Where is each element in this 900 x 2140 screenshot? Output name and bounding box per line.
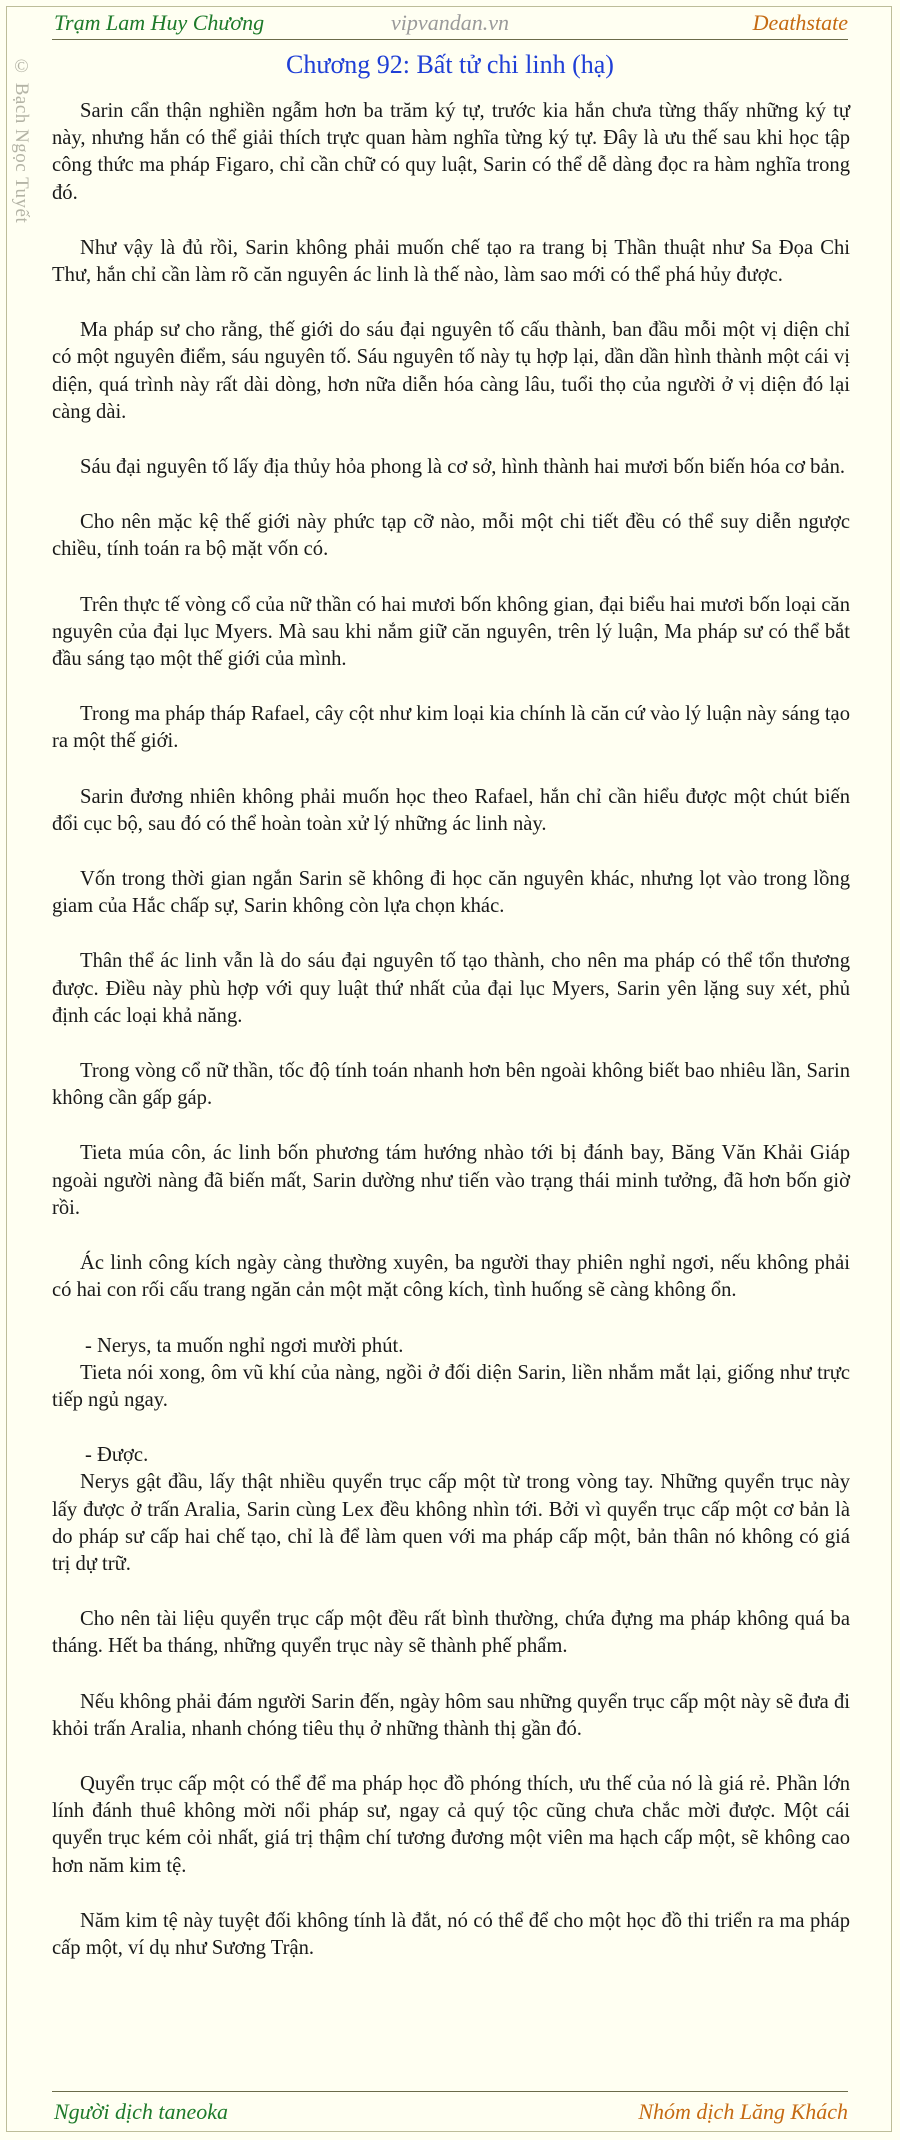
chapter-body: [52, 98, 850, 1990]
page-header: [52, 8, 848, 42]
author-name: Deathstate: [752, 10, 848, 35]
paragraph: Nếu không phải đám người Sarin đến, ngày hôm sau những quyển trục cấp một này sẽ đưa đi khỏi trấn Aralia, nhanh chóng tiêu thụ ở những thành thị gần đó.: [52, 1690, 850, 1740]
footer-divider: [52, 2091, 848, 2092]
group-credit: Nhóm dịch Lăng Khách: [638, 2099, 848, 2124]
paragraph: Sáu đại nguyên tố lấy địa thủy hỏa phong là cơ sở, hình thành hai mươi bốn biến hóa cơ bản.: [80, 456, 846, 479]
paragraph: Trên thực tế vòng cổ của nữ thần có hai mươi bốn không gian, đại biểu hai mươi bốn loại căn nguyên của đại lục Myers. Mà sau khi nắm giữ căn nguyên, trên lý luận, Ma pháp sư có thể bắt đầu sáng tạo một thế giới của mình.: [52, 593, 850, 671]
paragraph: Tieta nói xong, ôm vũ khí của nàng, ngồi ở đối diện Sarin, liền nhắm mắt lại, giống như trực tiếp ngủ ngay.: [52, 1361, 850, 1411]
paragraph: Ác linh công kích ngày càng thường xuyên, ba người thay phiên nghỉ ngơi, nếu không phải có hai con rối cấu trang ngăn cản một mặt công kích, tình huống sẽ càng không ổn.: [52, 1252, 850, 1302]
paragraph: Vốn trong thời gian ngắn Sarin sẽ không đi học căn nguyên khác, nhưng lọt vào trong lồng giam của Hắc chấp sự, Sarin không còn lựa chọn khác.: [52, 868, 850, 918]
paragraph: Như vậy là đủ rồi, Sarin không phải muốn chế tạo ra trang bị Thần thuật như Sa Đọa Chi Thư, hắn chỉ cần làm rõ căn nguyên ác linh là thế nào, làm sao mới có thể phá hủy được.: [52, 236, 850, 287]
paragraph: Năm kim tệ này tuyệt đối không tính là đắt, nó có thể để cho một học đồ thi triển ra ma pháp cấp một, ví dụ như Sương Trận.: [52, 1909, 850, 1959]
dialog-line: - Được.: [85, 1444, 149, 1467]
paragraph: Tieta múa côn, ác linh bốn phương tám hướng nhào tới bị đánh bay, Băng Văn Khải Giáp ngoài người nàng đã biến mất, Sarin dường như tiến vào trạng thái minh tưởng, đã hơn bốn giờ rồi.: [52, 1142, 850, 1219]
site-name: vipvandan.vn: [391, 10, 509, 35]
paragraph: Cho nên mặc kệ thế giới này phức tạp cỡ nào, mỗi một chi tiết đều có thể suy diễn ngược chiều, tính toán ra bộ mặt vốn có.: [52, 511, 850, 561]
paragraph: Trong vòng cổ nữ thần, tốc độ tính toán nhanh hơn bên ngoài không biết bao nhiêu lần, Sarin không cần gấp gáp.: [52, 1060, 850, 1110]
copyright-watermark: © Bạch Ngọc Tuyết: [11, 56, 32, 224]
paragraph: Sarin đương nhiên không phải muốn học theo Rafael, hắn chỉ cần hiểu được một chút biến đổi cục bộ, sau đó có thể hoàn toàn xử lý những ác linh này.: [52, 785, 850, 835]
paragraph: Sarin cẩn thận nghiền ngẫm hơn ba trăm ký tự, trước kia hắn chưa từng thấy những ký tự này, nhưng hắn có thể giải thích trực quan hàm nghĩa từng ký tự. Đây là ưu thế sau khi học tập công thức ma pháp Figaro, chỉ cần chữ có quy luật, Sarin có thể dễ dàng đọc ra hàm nghĩa trong đó.: [52, 100, 850, 204]
page-footer: [52, 2097, 848, 2131]
paragraph: Trong ma pháp tháp Rafael, cây cột như kim loại kia chính là căn cứ vào lý luận này sáng tạo ra một thế giới.: [52, 703, 850, 753]
paragraph: Ma pháp sư cho rằng, thế giới do sáu đại nguyên tố cấu thành, ban đầu mỗi một vị diện chỉ có một nguyên điểm, sáu nguyên tố. Sáu nguyên tố này tụ hợp lại, dần dần hình thành một cái vị diện, quá trình này rất dài dòng, hơn nữa diễn hóa càng lâu, tuổi thọ của người ở vị diện đó lại càng dài.: [52, 319, 850, 423]
paragraph: Quyển trục cấp một có thể để ma pháp học đồ phóng thích, ưu thế của nó là giá rẻ. Phần lớn lính đánh thuê không mời nổi pháp sư, ngay cả quý tộc cũng chưa chắc mời được. Một cái quyển trục kém cỏi nhất, giá trị thậm chí tương đương một viên ma hạch cấp một, sẽ không cao hơn năm kim tệ.: [52, 1772, 850, 1877]
paragraph: Thân thể ác linh vẫn là do sáu đại nguyên tố tạo thành, cho nên ma pháp có thể tổn thương được. Điều này phù hợp với quy luật thứ nhất của đại lục Myers, Sarin yên lặng suy xét, phủ định các loại khả năng.: [52, 950, 850, 1027]
header-divider: [52, 39, 848, 40]
chapter-title: Chương 92: Bất tử chi linh (hạ): [286, 50, 614, 79]
paragraph: Nerys gật đầu, lấy thật nhiều quyển trục cấp một từ trong vòng tay. Những quyển trục này lấy được ở trấn Aralia, Sarin cùng Lex đều không nhìn tới. Bởi vì quyển trục cấp một cơ bản là do pháp sư cấp hai chế tạo, chỉ là để làm quen với ma pháp cấp một, bản thân nó không có giá trị dự trữ.: [52, 1471, 850, 1575]
dialog-line: - Nerys, ta muốn nghỉ ngơi mười phút.: [85, 1334, 404, 1357]
book-title: Trạm Lam Huy Chương: [54, 10, 265, 35]
paragraph: Cho nên tài liệu quyển trục cấp một đều rất bình thường, chứa đựng ma pháp không quá ba tháng. Hết ba tháng, những quyển trục này sẽ thành phế phẩm.: [52, 1608, 850, 1658]
translator-credit: Người dịch taneoka: [54, 2099, 229, 2124]
